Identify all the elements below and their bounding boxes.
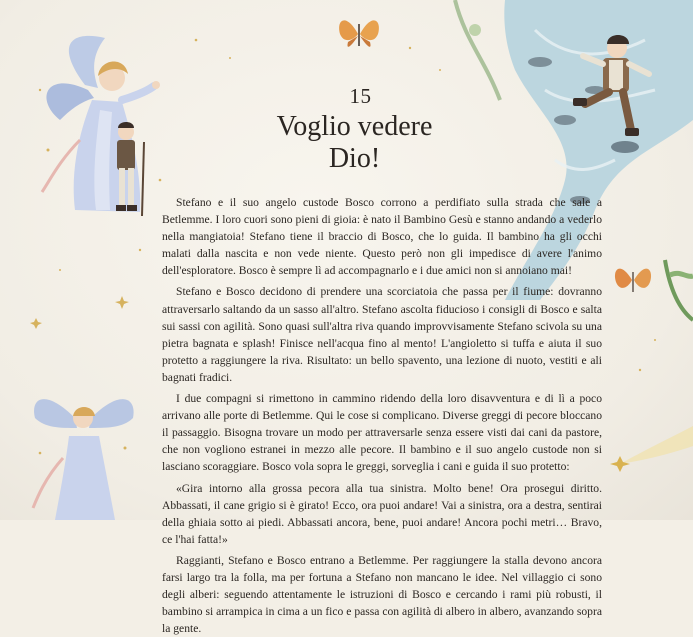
paragraph: I due compagni si rimettono in cammino ridendo della loro disavventura e di lì a poco arrivano alle porte di Betlemme. Qui le cose si complicano. Diverse greggi di pecore bloccano il passaggio. Bisogna trovare un modo per attraversarle senza essere visti dai cani da pastore, che non vogliono estranei in mezzo alle pecore. Il bambino e il suo angelo custode non si lasciano scoraggiare. Bosco vola sopra le greggi, sorveglia i cani e guida il suo protetto:	[162, 392, 602, 474]
chapter-title-line2: Dio!	[328, 143, 381, 174]
paragraph: Stefano e il suo angelo custode Bosco corrono a perdifiato sulla strada che sale a Betlemme. I loro cuori sono pieni di gioia: è nato il Bambino Gesù e stanno andando a vederlo nella mangiatoia! Stefano tiene il braccio di Bosco, che lo guida. Il bambino ha gli occhi malati dalla nascita e non vede niente. Questo però non gli impedisce di avere l'animo dell'esploratore. Bosco è sempre lì ad accompagnarlo e i due amici non si annoiano mai!	[162, 196, 602, 278]
paragraph: Raggianti, Stefano e Bosco entrano a Betlemme. Per raggiungere la stalla devono ancora farsi largo tra la folla, ma per fortuna a Stefano non mancano le idee. Nel villaggio ci sono degli alberi: seguendo attentamente le istruzioni di Bosco e cercando i rami più robusti, il bambino si arrampica in cima a un fico e passa con agilità di albero in albero, avanzando sopra la gente.	[162, 553, 602, 636]
paragraph: «Gira intorno alla grossa pecora alla tua sinistra. Molto bene! Ora prosegui diritto. Abbassati, il cane grigio si è girato! Ecco, ora puoi andare! Vai a sinistra, ora a destra, sentirai della ghiaia sotto ai piedi. Abbassati ancora, bene, puoi andare! Ancora pochi metri… Bravo, ce l'hai fatta!»	[162, 481, 602, 546]
chapter-number: 15	[349, 84, 372, 108]
chapter-title-line1: Voglio vedere	[276, 111, 433, 142]
paragraph: Stefano e Bosco decidono di prendere una scorciatoia che passa per il fiume: dovranno attraversarlo saltando da un sasso all'altro. Stefano ascolta fiducioso i consigli di Bosco e salta sui sassi con agilità. Sono quasi sull'altra riva quando improvvisamente Stefano scivola su una pietra bagnata e splash! Finisce nell'acqua fino al mento! L'angioletto si tuffa e aiuta il suo protetto a raggiungere la riva. Risultato: un bello spavento, una lezione di nuoto, vestiti e ali bagnati fradici.	[162, 285, 602, 384]
story-text	[162, 194, 602, 637]
